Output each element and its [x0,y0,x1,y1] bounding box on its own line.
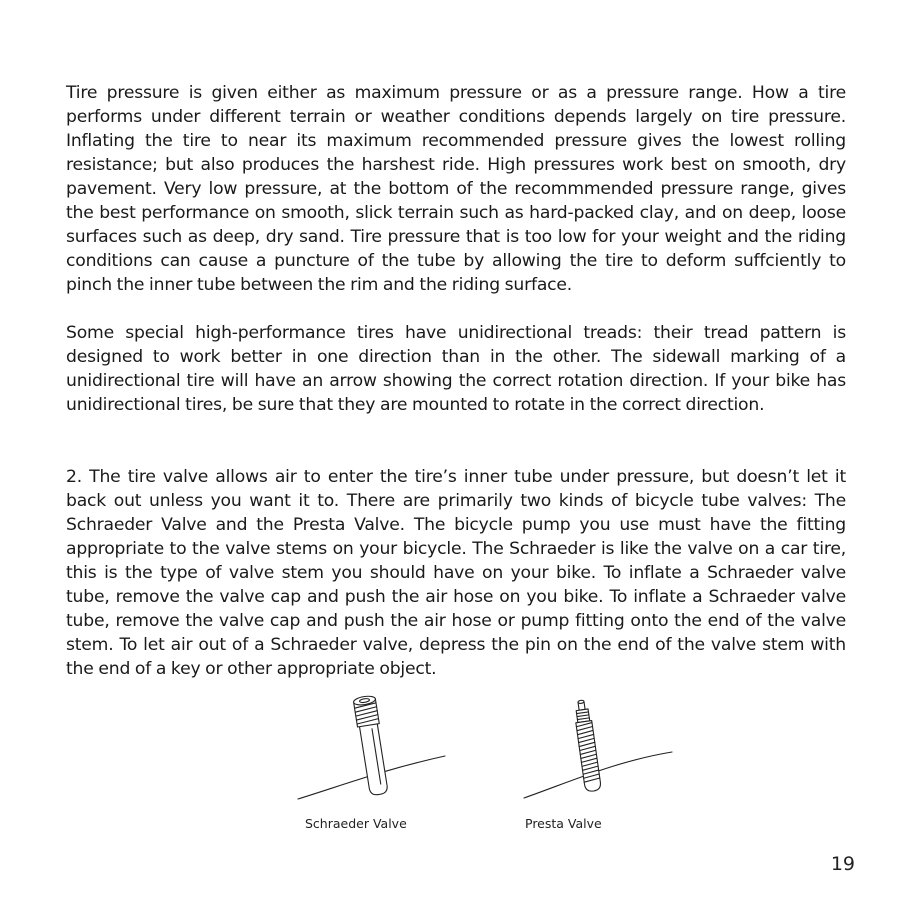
page-number: 19 [830,853,855,875]
presta-valve-illustration [522,696,674,806]
presta-valve-caption: Presta Valve [525,816,602,831]
unidirectional-treads-paragraph: Some special high-performance tires have unidirectional treads: their tread pattern is designed to work better in one direction than in the other. The sidewall marking of a unidirectional tire will have an arrow showing the correct rotation direction. If your bike has unidirectional tires, be sure that they are mounted to rotate in the correct direction. [66,323,846,415]
schraeder-valve-caption: Schraeder Valve [305,816,407,831]
tire-valve-paragraph: 2. The tire valve allows air to enter the tire’s inner tube under pressure, but doesn’t let it back out unless you want it to. There are primarily two kinds of bicycle tube valves: The Schraeder Valve and the Presta Valve. The bicycle pump you use must have the fitting appropriate to the valve stems on your bicycle. The Schraeder is like the valve on a car tire, this is the type of valve stem you should have on your bike. To inflate a Schraeder valve tube, remove the valve cap and push the air hose on you bike. To inflate a Schraeder valve tube, remove the valve cap and push the air hose or pump fitting onto the end of the valve stem. To let air out of a Schraeder valve, depress the pin on the end of the valve stem with the end of a key or other appropriate object. [66,467,846,679]
schraeder-valve-illustration [296,696,446,806]
tire-pressure-paragraph: Tire pressure is given either as maximum pressure or as a pressure range. How a tire performs under different terrain or weather conditions depends largely on tire pressure. Inflating the tire to near its maximum recommended pressure gives the lowest rolling resistance; but also produces the harshest ride. High pressures work best on smooth, dry pavement. Very low pressure, at the bottom of the recommmended pressure range, gives the best performance on smooth, slick terrain such as hard-packed clay, and on deep, loose surfaces such as deep, dry sand. Tire pressure that is too low for your weight and the riding conditions can cause a puncture of the tube by allowing the tire to deform suffciently to pinch the inner tube between the rim and the riding surface. [66,83,846,295]
